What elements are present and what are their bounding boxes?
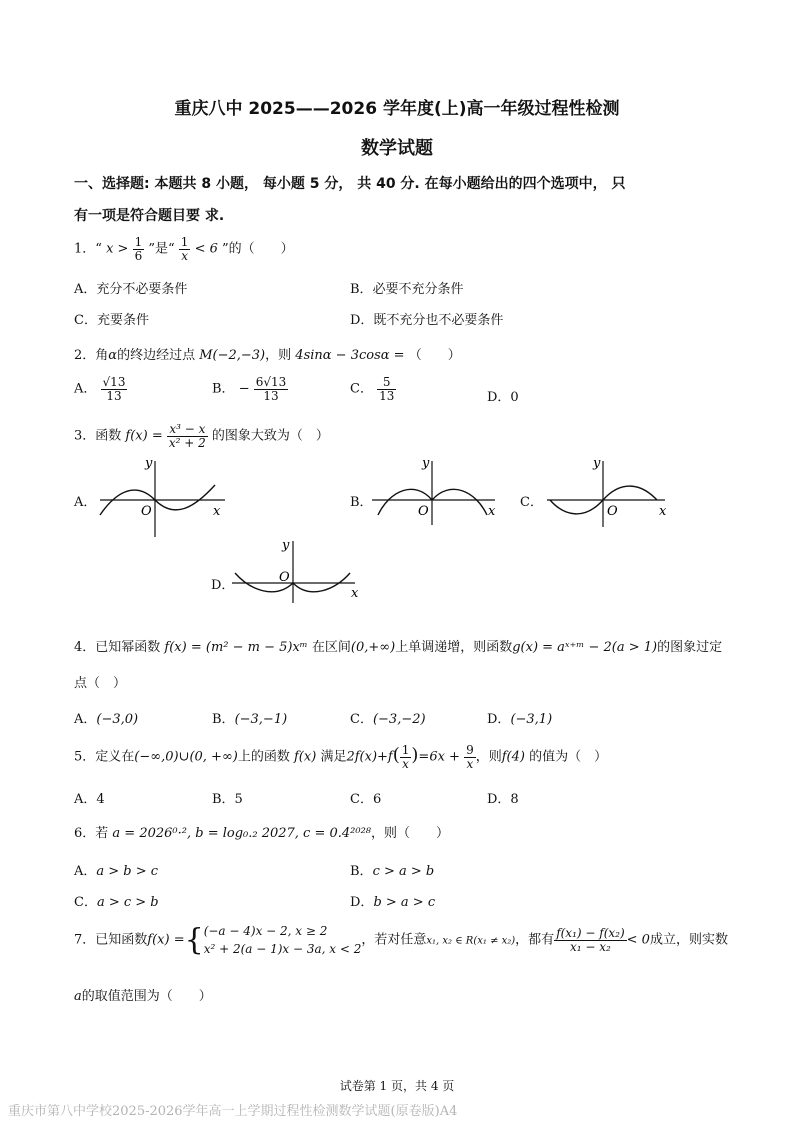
question-7-line1 — [74, 922, 728, 958]
question-1 — [74, 236, 294, 262]
q5-h: ，则 — [475, 749, 502, 765]
graph-a-y-label: y — [145, 456, 153, 471]
q7-e: < 0 — [626, 932, 650, 948]
question-4-line1 — [74, 636, 722, 655]
q5-option-d[interactable]: D．8 — [487, 792, 519, 807]
graph-b-origin-label: O — [418, 504, 429, 519]
q4-option-a[interactable] — [74, 708, 138, 727]
q2-blank: （ ） — [408, 348, 461, 363]
q3-graph-b[interactable] — [370, 455, 505, 544]
section-heading-line1: 一、选择题: 本题共 8 小题， 每小题 5 分， 共 40 分. 在每小题给出的四个选项中， 只 — [74, 176, 626, 192]
q5-e: 满足 — [320, 749, 347, 765]
q1-prefix: 1．“ — [74, 241, 102, 257]
q4-option-b[interactable] — [212, 708, 287, 727]
q3-option-d-label[interactable]: D． — [211, 578, 235, 593]
q7-case2: x² + 2(a − 1)x − 3a, x < 2 — [203, 942, 362, 956]
q6-option-a[interactable] — [74, 860, 158, 879]
graph-c-origin-label: O — [607, 504, 618, 519]
q7-case1: (−a − 4)x − 2, x ≥ 2 — [203, 924, 328, 938]
question-3 — [74, 423, 329, 449]
q1-option-b[interactable]: B．必要不充分条件 — [350, 282, 464, 297]
q6-c: ，则（ ） — [371, 826, 450, 841]
q3-frac — [167, 423, 208, 449]
q6-a: 6．若 — [74, 826, 109, 841]
q5-a: 5．定义在 — [74, 749, 135, 765]
q1-frac2 — [179, 236, 191, 262]
q5-option-a[interactable]: A．4 — [74, 792, 105, 807]
q6-a-value: a > b > c — [96, 864, 159, 879]
q6-c-value: a > c > b — [96, 895, 159, 910]
q3-graph-d[interactable] — [230, 535, 365, 609]
graph-d-x-label: x — [351, 586, 359, 601]
q2-expr: 4sinα − 3cosα = — [295, 348, 405, 363]
question-2 — [74, 344, 461, 363]
q3-num: x³ − x — [167, 423, 208, 437]
q3-suffix: 的图象大致为（ ） — [211, 428, 329, 444]
q4-e: 上单调递增，则函数 — [395, 640, 513, 655]
q2-a-num: √13 — [102, 375, 126, 389]
q2-c-label: C． — [350, 381, 373, 397]
q2-b-num: 6√13 — [255, 375, 287, 389]
q6-b-label: B． — [350, 864, 373, 879]
q5-i: f(4) — [501, 749, 525, 765]
question-7-line2 — [74, 985, 212, 1004]
q4-c: 在区间 — [311, 640, 351, 655]
q2-alpha: α — [108, 348, 118, 363]
q3-graph-a[interactable] — [95, 455, 235, 544]
q4-d-value: (−3,1) — [510, 712, 553, 727]
graph-a-origin-label: O — [141, 504, 152, 519]
q5-j: 的值为（ ） — [529, 749, 608, 765]
q2-option-d[interactable]: D．0 — [487, 390, 519, 405]
q1-suffix: ”的（ ） — [222, 241, 294, 257]
q1-option-c[interactable]: C．充要条件 — [74, 313, 149, 328]
q1-x-expr: x > — [106, 241, 129, 257]
graph-b-x-label: x — [488, 504, 496, 519]
q5-frac2 — [464, 744, 476, 770]
q2-point: M(−2,−3) — [199, 348, 266, 363]
q6-d-value: b > a > c — [373, 895, 436, 910]
q5-option-c[interactable]: C．6 — [350, 792, 382, 807]
q2-b-den: 13 — [263, 388, 279, 403]
q5-f: 2f(x)+f — [346, 749, 393, 765]
q2-c-den: 13 — [379, 388, 395, 403]
page-footer: 试卷第 1 页，共 4 页 — [339, 1079, 455, 1093]
q3-graph-c[interactable] — [545, 455, 675, 544]
q4-a: 4．已知幂函数 — [74, 640, 161, 655]
q4-d: (0,+∞) — [350, 640, 396, 655]
q5-c: 上的函数 — [237, 749, 290, 765]
q4-b: f(x) = (m² − m − 5)xᵐ — [164, 640, 308, 655]
q6-b-value: c > a > b — [372, 864, 435, 879]
q3-den: x² + 2 — [168, 435, 206, 450]
q2-prefix: 2．角 — [74, 348, 109, 363]
graph-c-svg — [545, 455, 675, 540]
q7-c: x₁, x₂ ∈ R(x₁ ≠ x₂) — [426, 935, 516, 947]
q1-option-a[interactable]: A．充分不必要条件 — [74, 282, 188, 297]
q4-b-label: B． — [212, 712, 235, 727]
q4-c-value: (−3,−2) — [372, 712, 426, 727]
q2-b-frac — [254, 376, 289, 402]
q6-c-label: C． — [74, 895, 97, 910]
q2-a-frac — [101, 376, 128, 402]
q5-g: =6x + — [418, 749, 460, 765]
q5-frac2-den: x — [466, 756, 474, 771]
q1-rhs2: < 6 — [194, 241, 218, 257]
q5-b: (−∞,0)∪(0, +∞) — [134, 749, 238, 765]
question-5: 5．定义在(−∞,0)∪(0, +∞)上的函数 f(x) 满足2f(x)+f( $\frac{1}{x}$ )=6x + $\frac{9}{x}$ ，则f(4) 的值为（ ） — [74, 743, 608, 771]
q1-frac1-num: 1 — [134, 235, 143, 249]
q3-option-b-label[interactable]: B． — [350, 495, 373, 510]
document-watermark: 重庆市第八中学校2025-2026学年高一上学期过程性检测数学试题(原卷版)A4 — [8, 1104, 458, 1119]
q3-option-a-label[interactable]: A． — [74, 495, 97, 510]
question-4-line2: 点（ ） — [74, 676, 127, 691]
q3-prefix: 3．函数 — [74, 428, 122, 444]
q3-option-c-label[interactable]: C． — [520, 495, 543, 510]
q1-frac2-num: 1 — [180, 235, 189, 249]
q4-a-value: (−3,0) — [96, 712, 139, 727]
q7-a: 7．已知函数 — [74, 932, 148, 948]
q2-mid: 的终边经过点 — [117, 348, 196, 363]
q2-b-label: B． — [212, 381, 235, 397]
q7-den: x₁ − x₂ — [569, 939, 611, 954]
graph-c-y-label: y — [593, 456, 601, 471]
graph-b-y-label: y — [422, 456, 430, 471]
q2-option-a[interactable] — [74, 376, 127, 402]
q5-option-b[interactable]: B．5 — [212, 792, 243, 807]
q7-d: ，都有 — [515, 932, 555, 948]
graph-a-svg — [95, 455, 235, 540]
q6-b: a = 2026⁰·², b = log₀.₂ 2027, c = 0.4²⁰²⁸ — [112, 826, 372, 841]
q2-c-frac — [377, 376, 396, 402]
q4-c-label: C． — [350, 712, 373, 727]
q7-line2-a: a — [74, 989, 82, 1004]
q4-b-value: (−3,−1) — [234, 712, 288, 727]
question-6 — [74, 822, 449, 841]
graph-d-origin-label: O — [279, 570, 290, 585]
q6-option-b[interactable] — [350, 860, 434, 879]
q5-frac1-num: 1 — [401, 743, 410, 757]
q7-b: ，若对任意 — [361, 932, 427, 948]
q1-frac2-den: x — [181, 248, 188, 263]
graph-c-x-label: x — [659, 504, 667, 519]
q4-a-label: A． — [74, 712, 97, 727]
q6-option-c[interactable] — [74, 891, 159, 910]
q2-a-den: 13 — [106, 388, 122, 403]
q5-frac2-num: 9 — [466, 743, 474, 757]
q5-frac1 — [400, 744, 412, 770]
q2-option-c[interactable] — [350, 376, 396, 402]
q6-a-label: A． — [74, 864, 97, 879]
q4-g: 的图象过定 — [657, 640, 723, 655]
q4-d-label: D． — [487, 712, 511, 727]
q1-frac1-den: 6 — [134, 248, 143, 263]
q4-f: g(x) = aˣ⁺ᵐ − 2(a > 1) — [512, 640, 658, 655]
exam-title: 重庆八中 2025——2026 学年度(上)高一年级过程性检测 — [174, 99, 620, 119]
section-heading-line2: 有一项是符合题目要 求. — [74, 208, 225, 224]
q5-d: f(x) — [294, 749, 317, 765]
q7-cases — [204, 922, 362, 958]
q7-f: 成立，则实数 — [649, 932, 728, 948]
q7-fx: f(x) = — [147, 932, 185, 948]
q2-option-b[interactable] — [212, 376, 288, 402]
q1-option-d[interactable]: D．既不充分也不必要条件 — [350, 313, 504, 328]
subject-title: 数学试题 — [361, 138, 433, 159]
graph-a-x-label: x — [213, 504, 221, 519]
q7-brace: { — [184, 922, 204, 958]
q2-a-label: A． — [74, 381, 97, 397]
q1-frac1 — [133, 236, 145, 262]
q3-fx: f(x) = — [125, 428, 163, 444]
q6-option-d[interactable] — [350, 891, 435, 910]
q2-c-num: 5 — [377, 376, 396, 390]
q7-num: f(x₁) − f(x₂) — [556, 925, 625, 940]
q7-frac — [554, 927, 626, 953]
q5-frac1-den: x — [402, 756, 409, 771]
graph-d-svg — [230, 535, 365, 605]
graph-d-y-label: y — [282, 538, 290, 553]
q7-line2-b: 的取值范围为（ ） — [81, 989, 212, 1004]
q1-mid: ”是“ — [148, 241, 175, 257]
graph-b-svg — [370, 455, 505, 540]
q4-option-c[interactable] — [350, 708, 426, 727]
q6-d-label: D． — [350, 895, 374, 910]
q2-b-sign: − — [238, 381, 250, 397]
q4-option-d[interactable] — [487, 708, 552, 727]
q2-comma: ，则 — [265, 348, 292, 363]
